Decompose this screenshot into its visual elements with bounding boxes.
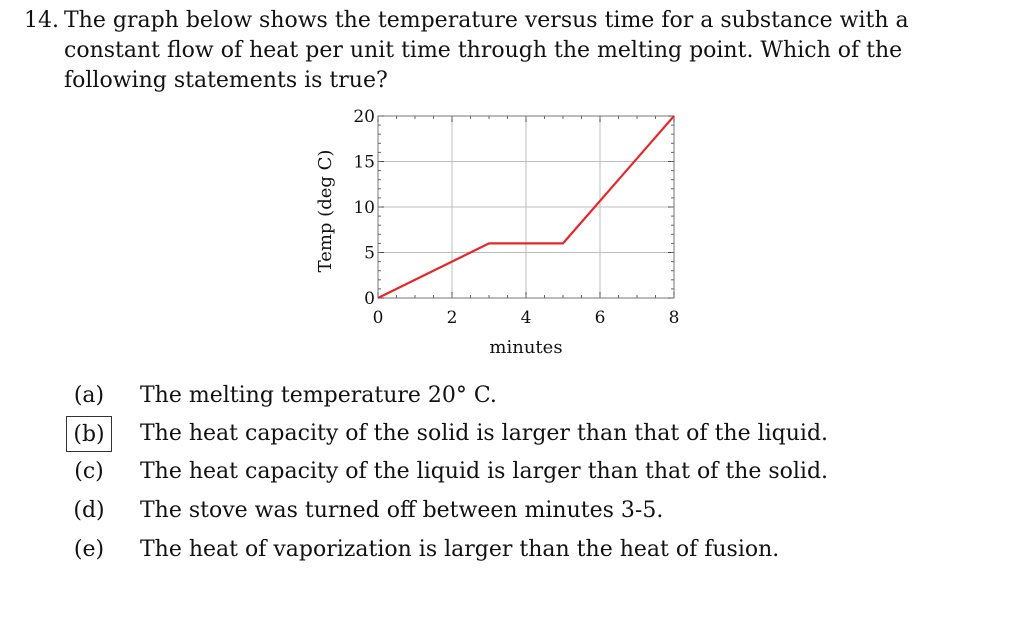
temperature-chart [300,100,720,370]
y-tick-label: 10 [353,198,375,218]
x-tick-label: 0 [372,308,384,328]
x-tick-label: 2 [446,308,458,328]
choice-label-selected: (b) [66,416,112,452]
x-tick-label: 6 [594,308,606,328]
chart-grid [378,116,674,298]
y-tick-label: 0 [364,289,375,309]
question [24,6,984,96]
choice-text: The heat capacity of the liquid is larger than that of the solid. [140,459,829,484]
choice-label: (e) [73,537,105,562]
choice-c[interactable] [66,454,966,490]
question-number: 14. [24,8,59,33]
x-axis-label: minutes [489,337,563,358]
x-tick-label: 8 [668,308,680,328]
choice-label: (a) [73,383,105,408]
choice-text: The melting temperature 20° C. [140,383,497,408]
y-tick-label: 5 [364,243,375,264]
choice-e[interactable] [66,532,966,568]
choice-b[interactable] [66,416,966,452]
choice-label: (c) [74,459,104,484]
chart-tick-labels [353,107,679,328]
y-tick-label: 20 [353,107,375,127]
y-axis-label: Temp (deg C) [315,149,336,273]
choice-label: (d) [73,498,105,523]
y-tick-label: 15 [353,152,375,173]
x-tick-label: 4 [520,308,532,328]
question-text: The graph below shows the temperature versus time for a substance with a constant flow of heat per unit time through the melting point. Which of the following statements is true? [64,8,909,93]
choice-text: The heat of vaporization is larger than the heat of fusion. [140,537,780,562]
choice-d[interactable] [66,493,966,529]
choice-a[interactable] [66,378,966,414]
choice-text: The heat capacity of the solid is larger than that of the liquid. [140,421,829,446]
choice-text: The stove was turned off between minutes 3-5. [140,498,664,523]
